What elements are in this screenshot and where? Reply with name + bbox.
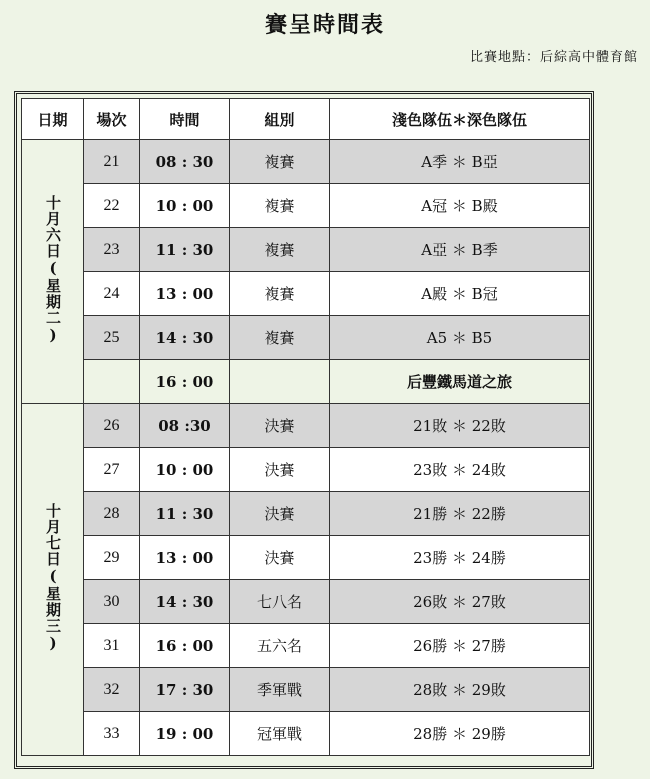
match-time: 13 : 00 <box>140 272 230 316</box>
match-time: 17 : 30 <box>140 668 230 712</box>
match-time: 13 : 00 <box>140 536 230 580</box>
match-number <box>84 360 140 404</box>
match-time: 16 : 00 <box>140 360 230 404</box>
match-time: 14 : 30 <box>140 580 230 624</box>
match-time: 08 : 30 <box>140 140 230 184</box>
match-group: 複賽 <box>230 228 330 272</box>
match-time: 16 : 00 <box>140 624 230 668</box>
table-header-row <box>22 99 590 140</box>
match-number: 31 <box>84 624 140 668</box>
match-time: 19 : 00 <box>140 712 230 756</box>
schedule-frame <box>14 91 594 769</box>
match-number: 23 <box>84 228 140 272</box>
match-group: 決賽 <box>230 448 330 492</box>
match-group <box>230 360 330 404</box>
match-number: 28 <box>84 492 140 536</box>
table-row <box>22 316 590 360</box>
table-row <box>22 448 590 492</box>
match-group: 決賽 <box>230 492 330 536</box>
match-group: 複賽 <box>230 272 330 316</box>
match-number: 24 <box>84 272 140 316</box>
match-group: 複賽 <box>230 184 330 228</box>
match-group: 決賽 <box>230 404 330 448</box>
match-time: 08 :30 <box>140 404 230 448</box>
match-group: 複賽 <box>230 316 330 360</box>
schedule-table <box>21 98 590 756</box>
match-teams: A5 ＊ B5 <box>330 316 590 360</box>
match-time: 14 : 30 <box>140 316 230 360</box>
date-label: 十月六日(星期二) <box>44 194 62 345</box>
match-group: 五六名 <box>230 624 330 668</box>
match-number: 30 <box>84 580 140 624</box>
header-time: 時間 <box>140 99 230 140</box>
table-row <box>22 184 590 228</box>
table-row <box>22 228 590 272</box>
match-teams: 21敗 ＊ 22敗 <box>330 404 590 448</box>
match-teams: A季 ＊ B亞 <box>330 140 590 184</box>
header-teams: 淺色隊伍＊深色隊伍 <box>330 99 590 140</box>
match-teams: A亞 ＊ B季 <box>330 228 590 272</box>
match-teams: 26勝 ＊ 27勝 <box>330 624 590 668</box>
match-teams: 23勝 ＊ 24勝 <box>330 536 590 580</box>
match-teams: 26敗 ＊ 27敗 <box>330 580 590 624</box>
match-number: 22 <box>84 184 140 228</box>
table-row <box>22 668 590 712</box>
match-time: 10 : 00 <box>140 184 230 228</box>
match-group: 決賽 <box>230 536 330 580</box>
header-match-no: 場次 <box>84 99 140 140</box>
match-teams: 23敗 ＊ 24敗 <box>330 448 590 492</box>
table-row <box>22 140 590 184</box>
table-row <box>22 492 590 536</box>
table-row <box>22 580 590 624</box>
match-time: 11 : 30 <box>140 228 230 272</box>
match-group: 冠軍戰 <box>230 712 330 756</box>
header-date: 日期 <box>22 99 84 140</box>
match-group: 七八名 <box>230 580 330 624</box>
header-group: 組別 <box>230 99 330 140</box>
match-time: 10 : 00 <box>140 448 230 492</box>
table-row <box>22 536 590 580</box>
match-number: 29 <box>84 536 140 580</box>
activity-label: 后豐鐵馬道之旅 <box>330 360 590 404</box>
match-group: 複賽 <box>230 140 330 184</box>
date-cell-day2 <box>22 404 84 756</box>
table-row <box>22 272 590 316</box>
match-number: 25 <box>84 316 140 360</box>
match-time: 11 : 30 <box>140 492 230 536</box>
match-number: 32 <box>84 668 140 712</box>
match-group: 季軍戰 <box>230 668 330 712</box>
table-row <box>22 360 590 404</box>
match-number: 27 <box>84 448 140 492</box>
match-number: 26 <box>84 404 140 448</box>
table-row <box>22 624 590 668</box>
table-row <box>22 712 590 756</box>
date-label: 十月七日(星期三) <box>44 502 62 653</box>
match-teams: 21勝 ＊ 22勝 <box>330 492 590 536</box>
venue-label: 比賽地點：后綜高中體育館 <box>469 50 638 65</box>
match-teams: A冠 ＊ B殿 <box>330 184 590 228</box>
date-cell-day1 <box>22 140 84 404</box>
match-number: 21 <box>84 140 140 184</box>
page-title: 賽呈時間表 <box>264 12 385 38</box>
match-teams: 28敗 ＊ 29敗 <box>330 668 590 712</box>
table-row <box>22 404 590 448</box>
match-teams: A殿 ＊ B冠 <box>330 272 590 316</box>
match-teams: 28勝 ＊ 29勝 <box>330 712 590 756</box>
match-number: 33 <box>84 712 140 756</box>
